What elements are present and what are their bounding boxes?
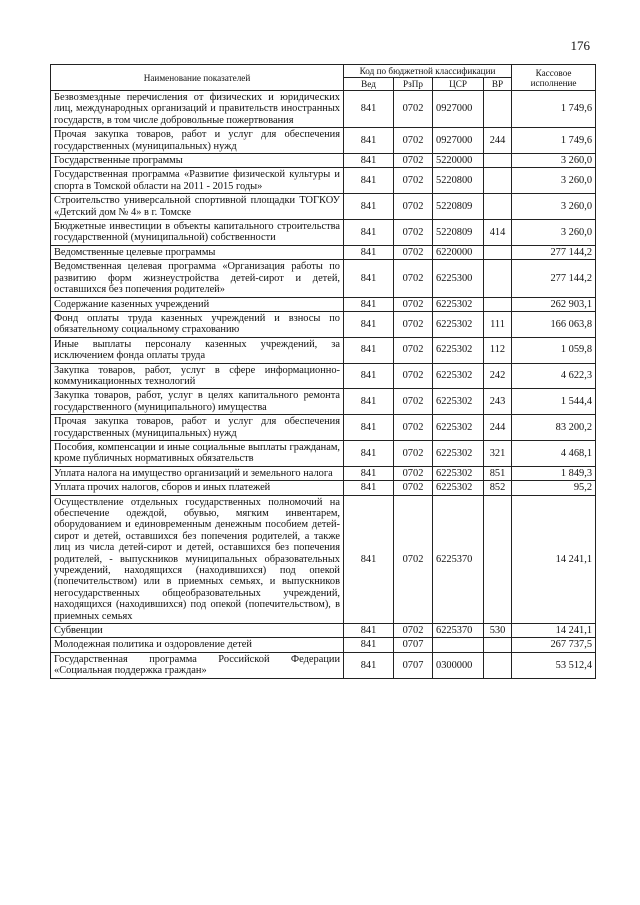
row-ved: 841 [344, 337, 394, 363]
budget-execution-table [50, 64, 596, 679]
table-row [51, 245, 596, 259]
row-csr: 6225302 [433, 311, 484, 337]
row-amount: 4 468,1 [512, 440, 596, 466]
row-ved: 841 [344, 91, 394, 128]
header-exec: Кассовое исполнение [512, 65, 596, 91]
header-ved: Вед [344, 78, 394, 91]
row-csr: 6225300 [433, 260, 484, 297]
row-amount: 14 241,1 [512, 624, 596, 638]
row-ved: 841 [344, 652, 394, 678]
row-ved: 841 [344, 363, 394, 389]
row-name: Ведомственные целевые программы [51, 245, 344, 259]
row-ved: 841 [344, 168, 394, 194]
row-rzpr: 0702 [394, 481, 433, 495]
row-amount: 262 903,1 [512, 297, 596, 311]
row-csr: 6225302 [433, 363, 484, 389]
table-row [51, 495, 596, 623]
table-row [51, 466, 596, 480]
table-header-row [51, 65, 596, 78]
row-amount: 3 260,0 [512, 154, 596, 168]
row-name: Прочая закупка товаров, работ и услуг для обеспечения государственных (муниципальных) нужд [51, 128, 344, 154]
table-row [51, 440, 596, 466]
row-vr [484, 245, 512, 259]
row-amount: 277 144,2 [512, 260, 596, 297]
row-name: Безвозмездные перечисления от физических и юридических лиц, международных организаций и правительств иностранных государств, в том числе добровольные пожертвования [51, 91, 344, 128]
row-rzpr: 0702 [394, 466, 433, 480]
table-row [51, 128, 596, 154]
page-number: 176 [570, 38, 590, 53]
row-rzpr: 0702 [394, 624, 433, 638]
row-name: Осуществление отдельных государственных полномочий на обеспечение одеждой, обувью, мягким инвентарем, оборудованием и единовременным денежным пособием детей-сирот и детей, оставшихся без попечения родителей, а также лиц из числа детей-сирот и детей, оставшихся без попечения родителей, - выпускников муниципальных образовательных учреждений, находящихся (находившихся) под опекой (попечительством) или в приемных семьях, и выпускников негосударственных общеобразовательных учреждений, находящихся (находившихся) под опекой (попечительством), в приемных семьях [51, 495, 344, 623]
row-amount: 53 512,4 [512, 652, 596, 678]
row-amount: 1 749,6 [512, 91, 596, 128]
row-name: Государственная программа «Развитие физической культуры и спорта в Томской области на 2011 - 2015 годы» [51, 168, 344, 194]
row-name: Государственная программа Российской Федерации «Социальная поддержка граждан» [51, 652, 344, 678]
row-ved: 841 [344, 415, 394, 441]
table-row [51, 154, 596, 168]
row-vr: 242 [484, 363, 512, 389]
row-vr: 414 [484, 220, 512, 246]
table-row [51, 638, 596, 652]
row-csr: 6225302 [433, 337, 484, 363]
row-rzpr: 0707 [394, 638, 433, 652]
row-csr: 5220809 [433, 220, 484, 246]
row-vr [484, 297, 512, 311]
row-rzpr: 0702 [394, 311, 433, 337]
row-ved: 841 [344, 154, 394, 168]
row-csr: 6225370 [433, 624, 484, 638]
row-amount: 14 241,1 [512, 495, 596, 623]
row-rzpr: 0702 [394, 194, 433, 220]
row-amount: 1 544,4 [512, 389, 596, 415]
row-ved: 841 [344, 638, 394, 652]
row-name: Фонд оплаты труда казенных учреждений и взносы по обязательному социальному страхованию [51, 311, 344, 337]
header-rzpr: РзПр [394, 78, 433, 91]
row-ved: 841 [344, 194, 394, 220]
row-name: Содержание казенных учреждений [51, 297, 344, 311]
table-row [51, 91, 596, 128]
table-row [51, 363, 596, 389]
row-ved: 841 [344, 440, 394, 466]
row-name: Ведомственная целевая программа «Организация работы по развитию форм жизнеустройства детей-сирот и детей, оставшихся без попечения родителей» [51, 260, 344, 297]
row-amount: 4 622,3 [512, 363, 596, 389]
table-row [51, 220, 596, 246]
row-vr [484, 495, 512, 623]
row-ved: 841 [344, 495, 394, 623]
row-csr: 5220000 [433, 154, 484, 168]
row-csr: 6225302 [433, 466, 484, 480]
row-ved: 841 [344, 624, 394, 638]
row-name: Пособия, компенсации и иные социальные выплаты гражданам, кроме публичных нормативных обязательств [51, 440, 344, 466]
row-csr: 6225302 [433, 415, 484, 441]
row-csr: 6220000 [433, 245, 484, 259]
table-row [51, 194, 596, 220]
row-vr: 321 [484, 440, 512, 466]
row-amount: 166 063,8 [512, 311, 596, 337]
table-row [51, 311, 596, 337]
row-rzpr: 0702 [394, 245, 433, 259]
table-row [51, 389, 596, 415]
row-vr: 244 [484, 415, 512, 441]
header-code-group: Код по бюджетной классификации [344, 65, 512, 78]
row-amount: 1 749,6 [512, 128, 596, 154]
table-row [51, 415, 596, 441]
row-amount: 3 260,0 [512, 220, 596, 246]
row-amount: 83 200,2 [512, 415, 596, 441]
row-rzpr: 0702 [394, 128, 433, 154]
row-rzpr: 0702 [394, 220, 433, 246]
row-ved: 841 [344, 128, 394, 154]
row-name: Субвенции [51, 624, 344, 638]
row-csr: 0927000 [433, 91, 484, 128]
row-csr: 5220809 [433, 194, 484, 220]
row-rzpr: 0702 [394, 154, 433, 168]
row-name: Молодежная политика и оздоровление детей [51, 638, 344, 652]
row-ved: 841 [344, 481, 394, 495]
row-name: Уплата прочих налогов, сборов и иных платежей [51, 481, 344, 495]
row-name: Закупка товаров, работ, услуг в сфере информационно-коммуникационных технологий [51, 363, 344, 389]
row-rzpr: 0702 [394, 495, 433, 623]
table-row [51, 337, 596, 363]
row-rzpr: 0702 [394, 297, 433, 311]
row-csr: 6225302 [433, 481, 484, 495]
row-vr: 852 [484, 481, 512, 495]
row-ved: 841 [344, 220, 394, 246]
header-csr: ЦСР [433, 78, 484, 91]
row-csr: 6225302 [433, 389, 484, 415]
row-name: Строительство универсальной спортивной площадки ТОГКОУ «Детский дом № 4» в г. Томске [51, 194, 344, 220]
row-amount: 95,2 [512, 481, 596, 495]
row-amount: 3 260,0 [512, 194, 596, 220]
row-csr: 5220800 [433, 168, 484, 194]
row-ved: 841 [344, 466, 394, 480]
row-name: Уплата налога на имущество организаций и земельного налога [51, 466, 344, 480]
row-ved: 841 [344, 389, 394, 415]
row-name: Иные выплаты персоналу казенных учреждений, за исключением фонда оплаты труда [51, 337, 344, 363]
row-rzpr: 0702 [394, 168, 433, 194]
table-row [51, 168, 596, 194]
row-rzpr: 0702 [394, 260, 433, 297]
row-name: Бюджетные инвестиции в объекты капитального строительства государственной (муниципальной) собственности [51, 220, 344, 246]
row-vr: 851 [484, 466, 512, 480]
row-vr: 111 [484, 311, 512, 337]
table-row [51, 652, 596, 678]
row-amount: 1 059,8 [512, 337, 596, 363]
row-vr: 243 [484, 389, 512, 415]
row-amount: 3 260,0 [512, 168, 596, 194]
row-vr [484, 638, 512, 652]
header-name: Наименование показателей [51, 65, 344, 91]
row-ved: 841 [344, 297, 394, 311]
row-csr: 6225370 [433, 495, 484, 623]
header-vr: ВР [484, 78, 512, 91]
row-name: Прочая закупка товаров, работ и услуг для обеспечения государственных (муниципальных) нужд [51, 415, 344, 441]
row-vr [484, 91, 512, 128]
row-vr: 530 [484, 624, 512, 638]
row-name: Закупка товаров, работ, услуг в целях капитального ремонта государственного (муниципального) имущества [51, 389, 344, 415]
table-row [51, 260, 596, 297]
row-vr [484, 194, 512, 220]
table-row [51, 481, 596, 495]
table-row [51, 624, 596, 638]
row-rzpr: 0702 [394, 440, 433, 466]
row-rzpr: 0702 [394, 415, 433, 441]
row-csr [433, 638, 484, 652]
table-body [51, 91, 596, 679]
row-amount: 267 737,5 [512, 638, 596, 652]
row-csr: 6225302 [433, 297, 484, 311]
table-row [51, 297, 596, 311]
row-vr [484, 154, 512, 168]
row-vr [484, 652, 512, 678]
row-amount: 1 849,3 [512, 466, 596, 480]
row-csr: 0927000 [433, 128, 484, 154]
row-ved: 841 [344, 245, 394, 259]
row-vr [484, 168, 512, 194]
row-name: Государственные программы [51, 154, 344, 168]
row-rzpr: 0702 [394, 337, 433, 363]
row-ved: 841 [344, 311, 394, 337]
row-rzpr: 0707 [394, 652, 433, 678]
row-rzpr: 0702 [394, 389, 433, 415]
row-rzpr: 0702 [394, 91, 433, 128]
row-vr [484, 260, 512, 297]
row-amount: 277 144,2 [512, 245, 596, 259]
row-rzpr: 0702 [394, 363, 433, 389]
row-csr: 6225302 [433, 440, 484, 466]
row-vr: 244 [484, 128, 512, 154]
row-ved: 841 [344, 260, 394, 297]
row-csr: 0300000 [433, 652, 484, 678]
row-vr: 112 [484, 337, 512, 363]
